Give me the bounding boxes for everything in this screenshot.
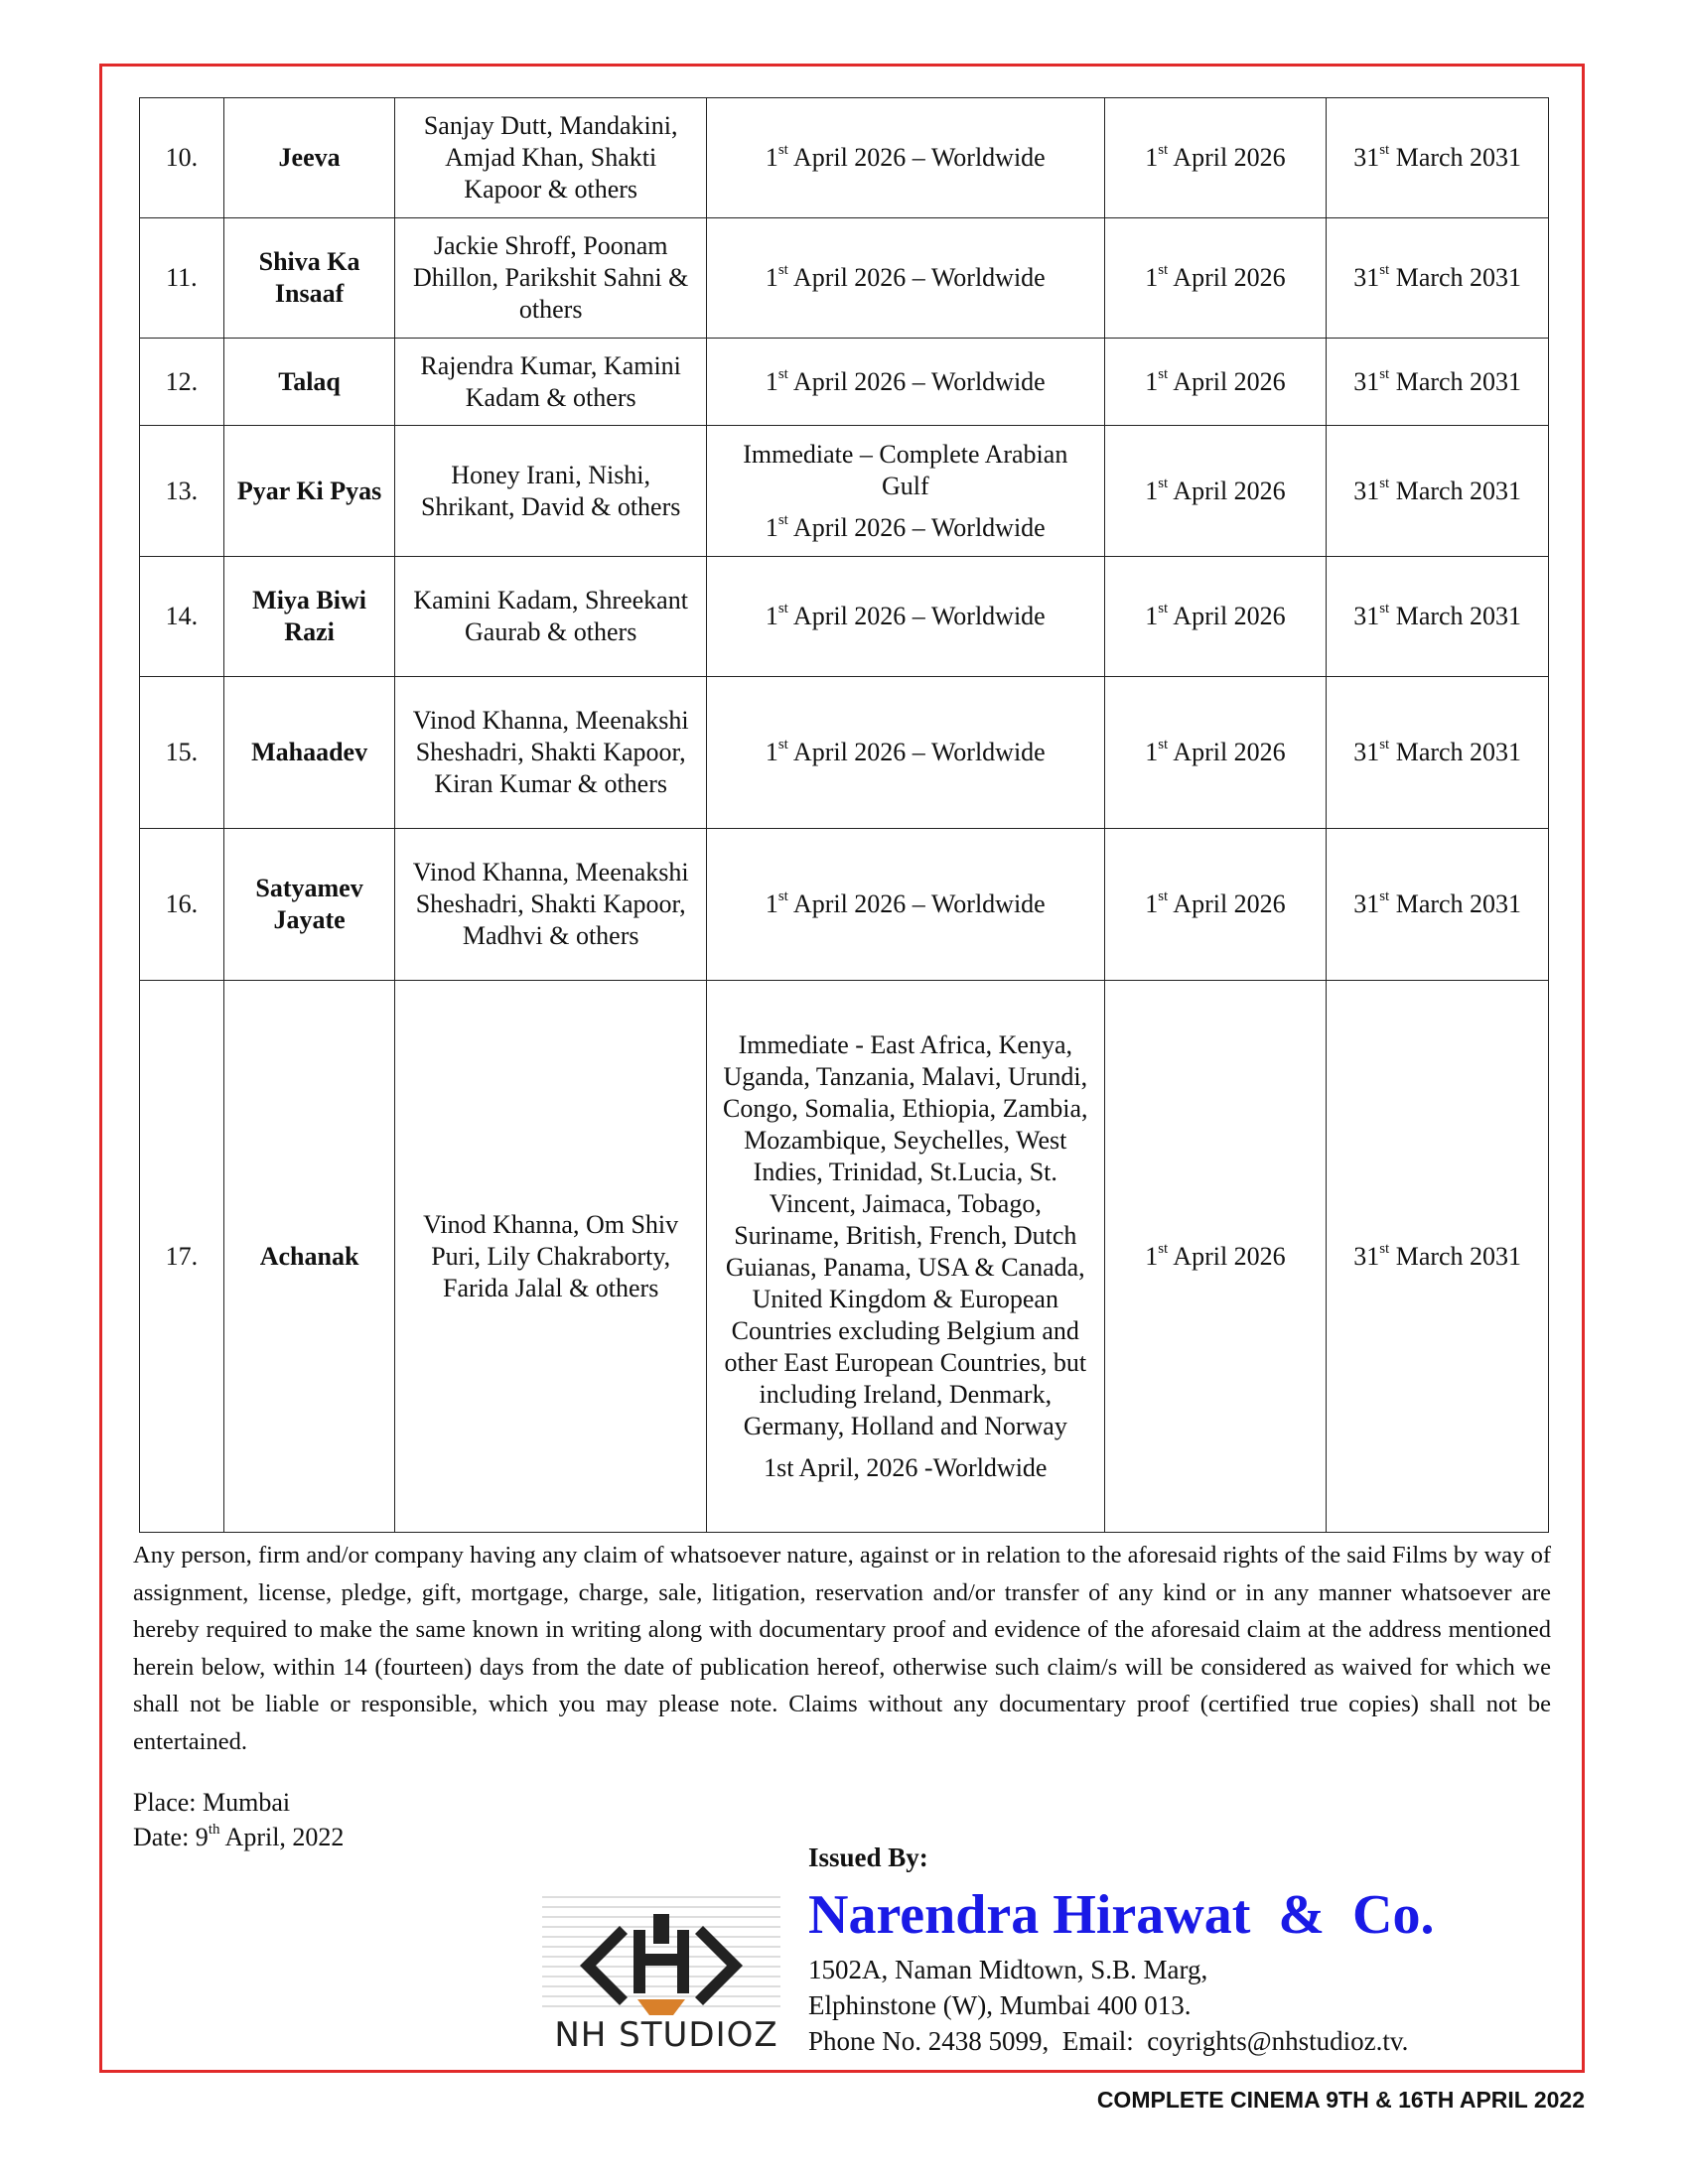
start-date: 1st April 2026 — [1104, 677, 1327, 829]
issued-by-label: Issued By: — [808, 1843, 928, 1872]
film-cast: Kamini Kadam, Shreekant Gaurab & others — [395, 557, 707, 677]
place-date — [133, 1785, 344, 1854]
territory-worldwide: 1st April 2026 – Worldwide — [765, 888, 1046, 918]
table-row — [140, 98, 1549, 218]
territory-worldwide: 1st April 2026 – Worldwide — [765, 737, 1046, 766]
start-date: 1st April 2026 — [1104, 829, 1327, 981]
end-date: 31st March 2031 — [1327, 339, 1549, 426]
serial-number: 10. — [140, 98, 224, 218]
end-date: 31st March 2031 — [1327, 677, 1549, 829]
logo-text: NH STUDIOZ — [554, 2015, 778, 2055]
film-title: Talaq — [223, 339, 395, 426]
films-table — [139, 97, 1549, 1533]
serial-number: 16. — [140, 829, 224, 981]
film-title: Pyar Ki Pyas — [223, 426, 395, 557]
table-row — [140, 677, 1549, 829]
table-row — [140, 339, 1549, 426]
film-cast: Sanjay Dutt, Mandakini, Amjad Khan, Shakti Kapoor & others — [395, 98, 707, 218]
address-line: Phone No. 2438 5099, Email: coyrights@nhstudioz.tv. — [808, 2026, 1409, 2056]
end-date: 31st March 2031 — [1327, 981, 1549, 1533]
serial-number: 15. — [140, 677, 224, 829]
start-date: 1st April 2026 — [1104, 218, 1327, 339]
film-territory — [706, 829, 1104, 981]
table-row — [140, 426, 1549, 557]
territory-immediate: Immediate – Complete Arabian Gulf — [743, 439, 1068, 500]
territory-immediate: Immediate - East Africa, Kenya, Uganda, Tanzania, Malavi, Urundi, Congo, Somalia, Ethiopia, Zambia, Mozambique, Seychelles, West Indies, Trinidad, St.Lucia, St. Vincent, Jaimaca, Tobago, Suriname, British, French, Dutch Guianas, Panama, USA & Canada, United Kingdom & European Countries excluding Belgium and other East European Countries, but including Ireland, Denmark, Germany, Holland and Norway — [723, 1029, 1088, 1440]
territory-worldwide: 1st April 2026 – Worldwide — [765, 142, 1046, 172]
film-cast: Honey Irani, Nishi, Shrikant, David & others — [395, 426, 707, 557]
serial-number: 11. — [140, 218, 224, 339]
serial-number: 14. — [140, 557, 224, 677]
start-date: 1st April 2026 — [1104, 339, 1327, 426]
film-title: Miya Biwi Razi — [223, 557, 395, 677]
serial-number: 13. — [140, 426, 224, 557]
start-date: 1st April 2026 — [1104, 981, 1327, 1533]
company-address — [808, 1952, 1408, 2059]
film-territory — [706, 981, 1104, 1533]
film-title: Satyamev Jayate — [223, 829, 395, 981]
publication-footer: COMPLETE CINEMA 9TH & 16TH APRIL 2022 — [1096, 2087, 1585, 2113]
end-date: 31st March 2031 — [1327, 218, 1549, 339]
film-cast: Jackie Shroff, Poonam Dhillon, Parikshit Sahni & others — [395, 218, 707, 339]
territory-worldwide: 1st April 2026 – Worldwide — [765, 601, 1046, 630]
start-date: 1st April 2026 — [1104, 426, 1327, 557]
start-date: 1st April 2026 — [1104, 98, 1327, 218]
film-territory — [706, 557, 1104, 677]
territory-worldwide: 1st April 2026 – Worldwide — [765, 262, 1046, 292]
film-territory — [706, 218, 1104, 339]
table-row — [140, 557, 1549, 677]
film-cast: Vinod Khanna, Meenakshi Sheshadri, Shakti Kapoor, Madhvi & others — [395, 829, 707, 981]
film-cast: Vinod Khanna, Meenakshi Sheshadri, Shakti Kapoor, Kiran Kumar & others — [395, 677, 707, 829]
address-line: 1502A, Naman Midtown, S.B. Marg, — [808, 1955, 1208, 1984]
date: Date: 9th April, 2022 — [133, 1822, 345, 1851]
film-territory — [706, 98, 1104, 218]
film-title: Mahaadev — [223, 677, 395, 829]
claims-notice: Any person, firm and/or company having any claim of whatsoever nature, against or in relation to the aforesaid rights of the said Films by way of assignment, license, pledge, gift, mortgage, charge, sale, litigation, reservation and/or transfer of any kind or in any manner whatsoever are hereby required to make the same known in writing along with documentary proof and evidence of the aforesaid claim at the address mentioned herein below, within 14 (fourteen) days from the date of publication hereof, otherwise such claim/s will be considered as waived for which we shall not be liable or responsible, which you may please note. Claims without any documentary proof (certified true copies) shall not be entertained. — [133, 1542, 1551, 1755]
film-title: Shiva Ka Insaaf — [223, 218, 395, 339]
film-title: Achanak — [223, 981, 395, 1533]
end-date: 31st March 2031 — [1327, 829, 1549, 981]
table-row — [140, 829, 1549, 981]
territory-worldwide: 1st April, 2026 -Worldwide — [764, 1452, 1048, 1482]
table-row — [140, 981, 1549, 1533]
territory-worldwide: 1st April 2026 – Worldwide — [765, 511, 1046, 542]
end-date: 31st March 2031 — [1327, 557, 1549, 677]
film-territory — [706, 339, 1104, 426]
film-cast: Rajendra Kumar, Kamini Kadam & others — [395, 339, 707, 426]
serial-number: 17. — [140, 981, 224, 1533]
company-name: Narendra Hirawat & Co. — [808, 1884, 1435, 1946]
film-cast: Vinod Khanna, Om Shiv Puri, Lily Chakraborty, Farida Jalal & others — [395, 981, 707, 1533]
place: Place: Mumbai — [133, 1788, 291, 1817]
address-line: Elphinstone (W), Mumbai 400 013. — [808, 1990, 1192, 2020]
film-territory — [706, 426, 1104, 557]
table-row — [140, 218, 1549, 339]
start-date: 1st April 2026 — [1104, 557, 1327, 677]
end-date: 31st March 2031 — [1327, 98, 1549, 218]
film-territory — [706, 677, 1104, 829]
serial-number: 12. — [140, 339, 224, 426]
end-date: 31st March 2031 — [1327, 426, 1549, 557]
territory-worldwide: 1st April 2026 – Worldwide — [765, 365, 1046, 396]
film-title: Jeeva — [223, 98, 395, 218]
